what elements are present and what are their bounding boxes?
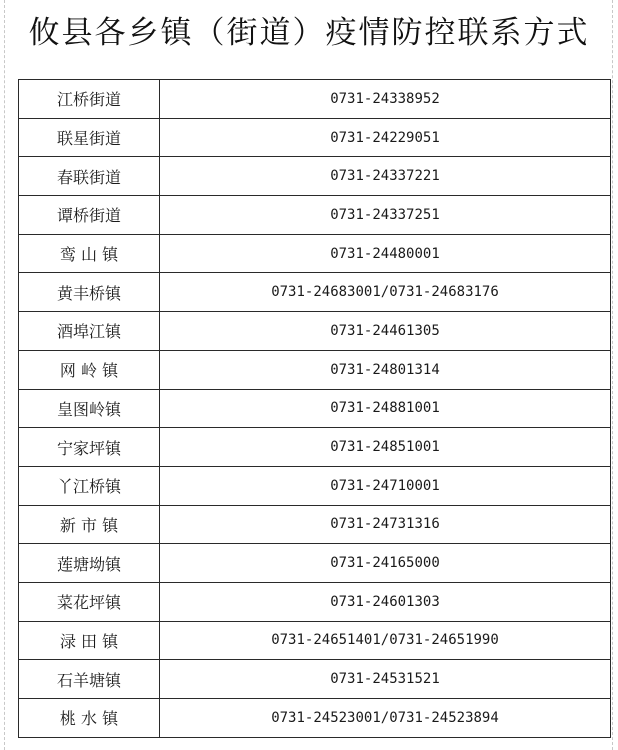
table-row <box>19 196 611 235</box>
phone-number: 0731-24523001/0731-24523894 <box>160 699 611 738</box>
phone-number: 0731-24651401/0731-24651990 <box>160 621 611 660</box>
contact-table <box>18 79 611 738</box>
phone-number: 0731-24881001 <box>160 389 611 428</box>
table-row <box>19 350 611 389</box>
township-name: 黄丰桥镇 <box>19 273 160 312</box>
township-name: 皇图岭镇 <box>19 389 160 428</box>
table-row <box>19 118 611 157</box>
table-row <box>19 660 611 699</box>
township-name: 网 岭 镇 <box>19 350 160 389</box>
township-name: 春联街道 <box>19 157 160 196</box>
table-row <box>19 157 611 196</box>
table-row <box>19 582 611 621</box>
document-title: 攸县各乡镇（街道）疫情防控联系方式 <box>28 15 590 51</box>
township-name: 渌 田 镇 <box>19 621 160 660</box>
township-name: 谭桥街道 <box>19 196 160 235</box>
table-row <box>19 544 611 583</box>
page-margin-guide-left <box>4 0 5 750</box>
phone-number: 0731-24337251 <box>160 196 611 235</box>
table-row <box>19 389 611 428</box>
township-name: 石羊塘镇 <box>19 660 160 699</box>
township-name: 宁家坪镇 <box>19 428 160 467</box>
phone-number: 0731-24801314 <box>160 350 611 389</box>
phone-number: 0731-24337221 <box>160 157 611 196</box>
table-row <box>19 428 611 467</box>
phone-number: 0731-24338952 <box>160 80 611 119</box>
table-row <box>19 80 611 119</box>
table-row <box>19 466 611 505</box>
township-name: 莲塘坳镇 <box>19 544 160 583</box>
phone-number: 0731-24461305 <box>160 312 611 351</box>
phone-number: 0731-24683001/0731-24683176 <box>160 273 611 312</box>
phone-number: 0731-24851001 <box>160 428 611 467</box>
table-row <box>19 234 611 273</box>
table-row <box>19 699 611 738</box>
township-name: 丫江桥镇 <box>19 466 160 505</box>
phone-number: 0731-24480001 <box>160 234 611 273</box>
township-name: 联星街道 <box>19 118 160 157</box>
phone-number: 0731-24165000 <box>160 544 611 583</box>
table-row <box>19 273 611 312</box>
township-name: 鸾 山 镇 <box>19 234 160 273</box>
township-name: 新 市 镇 <box>19 505 160 544</box>
township-name: 江桥街道 <box>19 80 160 119</box>
table-row <box>19 621 611 660</box>
phone-number: 0731-24710001 <box>160 466 611 505</box>
phone-number: 0731-24731316 <box>160 505 611 544</box>
phone-number: 0731-24229051 <box>160 118 611 157</box>
table-row <box>19 505 611 544</box>
table-row <box>19 312 611 351</box>
phone-number: 0731-24531521 <box>160 660 611 699</box>
township-name: 菜花坪镇 <box>19 582 160 621</box>
phone-number: 0731-24601303 <box>160 582 611 621</box>
township-name: 桃 水 镇 <box>19 699 160 738</box>
page-margin-guide-right <box>612 0 613 750</box>
township-name: 酒埠江镇 <box>19 312 160 351</box>
